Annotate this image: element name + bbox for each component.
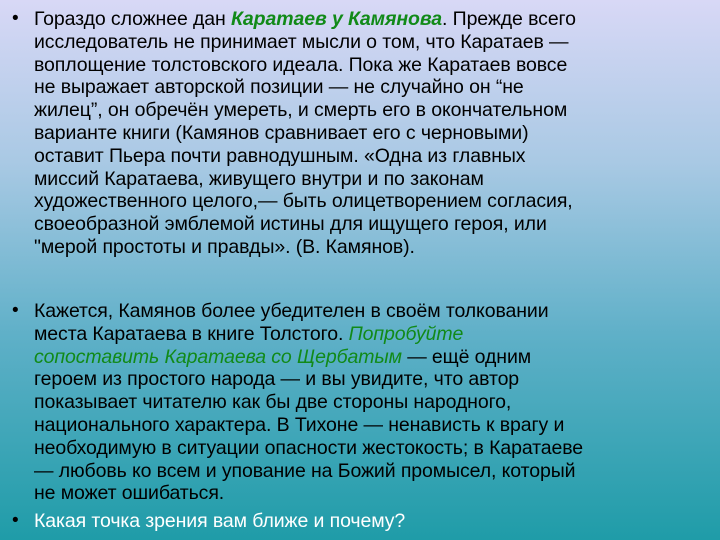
- paragraph-2-line-5: показывает читателю как бы две стороны народного,: [34, 391, 512, 414]
- highlight-karataev-u-kamyanova: Каратаев у Камянова: [231, 8, 443, 30]
- paragraph-2-line-3: сопоставить Каратаева со Щербатым — ещё одним: [34, 345, 532, 368]
- paragraph-1-line-10: своеобразной эмблемой истины для ищущего героя, или: [34, 213, 547, 236]
- paragraph-1-line-5: жилец”, он обречён умереть, и смерть его в окончательном: [34, 99, 568, 122]
- paragraph-2-line-9: не может ошибаться.: [34, 482, 225, 505]
- question-line: Какая точка зрения вам ближе и почему?: [34, 510, 406, 532]
- paragraph-1-line-6: варианте книги (Камянов сравнивает его с черновыми): [34, 121, 529, 144]
- paragraph-2-line-1: Кажется, Камянов более убедителен в своём толковании: [34, 300, 549, 322]
- paragraph-2-line-8: — любовь ко всем и упование на Божий промысел, который: [34, 459, 576, 482]
- highlight-compare-shcherbaty: сопоставить Каратаева со Щербатым: [34, 345, 402, 368]
- paragraph-2-line-2: места Каратаева в книге Толстого. Попробуйте: [34, 322, 464, 345]
- paragraph-1-line-8: миссий Каратаева, живущего внутри и по законам: [34, 167, 484, 190]
- question-text: [34, 510, 712, 533]
- highlight-try-compare: Попробуйте: [348, 322, 464, 345]
- bullet-marker: •: [12, 510, 19, 531]
- paragraph-1-line-3: воплощение толстовского идеала. Пока же Каратаев вовсе: [34, 53, 568, 76]
- paragraph-1-line-9: художественного целого,— быть олицетворением согласия,: [34, 190, 573, 213]
- paragraph-1-line-1: Гораздо сложнее дан Каратаев у Камянова. Прежде всего: [34, 8, 576, 30]
- paragraph-2-line-4: героем из простого народа — и вы увидите, что автор: [34, 368, 520, 391]
- paragraph-1-line-11: "мерой простоты и правды». (В. Камянов).: [34, 235, 415, 258]
- paragraph-1-line-7: оставит Пьера почти равнодушным. «Одна из главных: [34, 144, 526, 167]
- paragraph-2-text: [34, 300, 712, 505]
- bullet-marker: •: [12, 8, 19, 29]
- paragraph-2-line-7: необходимую в ситуации опасности жестокость; в Каратаеве: [34, 436, 584, 459]
- paragraph-1-line-4: не выражает авторской позиции — не случайно он “не: [34, 76, 524, 99]
- paragraph-1-line-2: исследователь не принимает мысли о том, что Каратаев —: [34, 30, 569, 53]
- bullet-marker: •: [12, 300, 19, 321]
- paragraph-1-text: [34, 8, 712, 259]
- paragraph-2-line-6: национального характера. В Тихоне — ненависть к врагу и: [34, 413, 565, 436]
